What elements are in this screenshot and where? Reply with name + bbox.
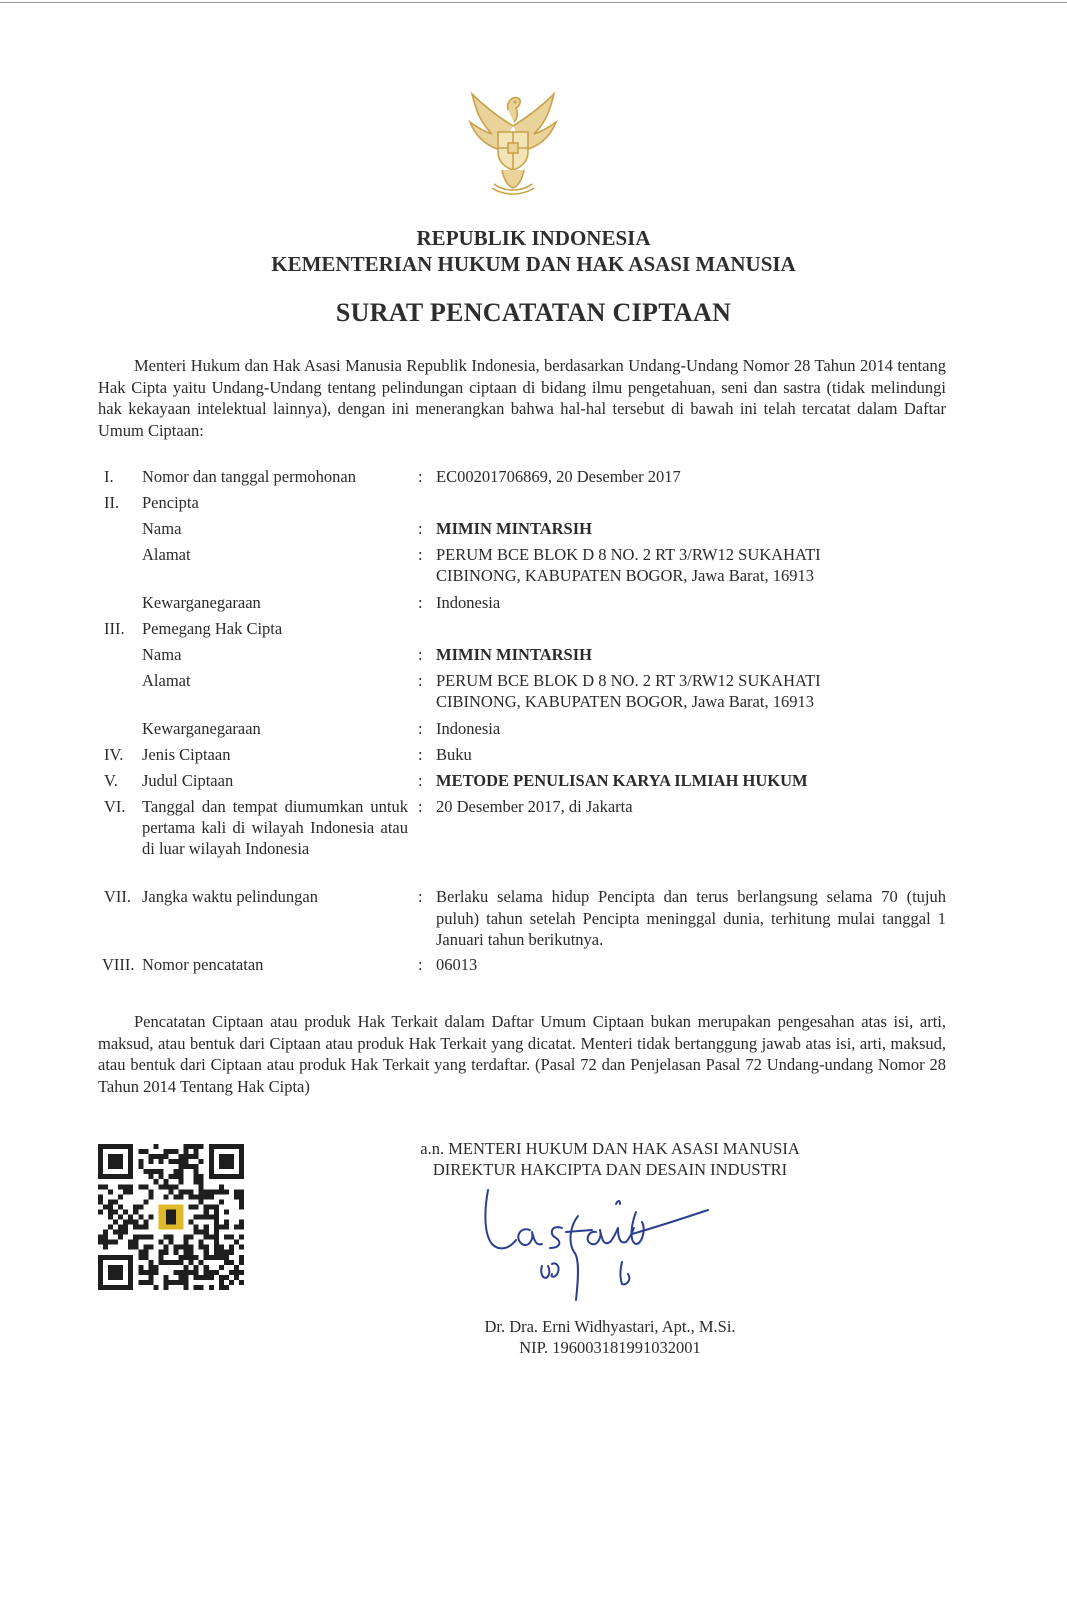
signatory-title	[370, 1138, 850, 1180]
entry-colon: :	[418, 671, 423, 690]
address-line-1: PERUM BCE BLOK D 8 NO. 2 RT 3/RW12 SUKAHATI	[436, 671, 821, 690]
entry-label: Kewarganegaraan	[142, 719, 261, 738]
garuda-emblem-icon	[462, 88, 564, 198]
entry-value	[436, 670, 946, 712]
entry-label: Nama	[142, 645, 182, 664]
intro-paragraph: Menteri Hukum dan Hak Asasi Manusia Republik Indonesia, berdasarkan Undang-Undang Nomor 28 Tahun 2014 tentang Hak Cipta yaitu Undang-Undang tentang pelindungan ciptaan di bidang ilmu pengetahuan, seni dan sastra (tidak melindungi hak kekayaan intelektual lainnya), dengan ini menerangkan bahwa hal-hal tersebut di bawah ini telah tercatat dalam Daftar Umum Ciptaan:	[98, 356, 946, 440]
entry-value: Buku	[436, 745, 472, 764]
entry-label: Jenis Ciptaan	[142, 745, 231, 764]
entry-colon: :	[418, 887, 423, 906]
entry-colon: :	[418, 797, 423, 816]
ministry-heading: KEMENTERIAN HUKUM DAN HAK ASASI MANUSIA	[271, 252, 796, 276]
entry-label: Tanggal dan tempat diumumkan untuk pertama kali di wilayah Indonesia atau di luar wilayah Indonesia	[142, 797, 408, 858]
entry-colon: :	[418, 545, 423, 564]
disclaimer-paragraph: Pencatatan Ciptaan atau produk Hak Terkait dalam Daftar Umum Ciptaan bukan merupakan pengesahan atas isi, arti, maksud, atau bentuk dari Ciptaan atau produk Hak Terkait yang dicatat. Menteri tidak bertanggung jawab atas isi, arti, maksud, atau bentuk dari Ciptaan atau produk Hak Terkait yang terdaftar. (Pasal 72 dan Penjelasan Pasal 72 Undang-undang Nomor 28 Tahun 2014 Tentang Hak Cipta)	[98, 1012, 946, 1096]
entry-label: Jangka waktu pelindungan	[142, 887, 318, 906]
address-line-1: PERUM BCE BLOK D 8 NO. 2 RT 3/RW12 SUKAHATI	[436, 545, 821, 564]
entry-colon: :	[418, 519, 423, 538]
signatory-identity	[370, 1316, 850, 1358]
entry-value	[436, 544, 946, 586]
signatory-name: Dr. Dra. Erni Widhyastari, Apt., M.Si.	[484, 1317, 736, 1336]
entry-value: Indonesia	[436, 593, 501, 612]
entry-number: I.	[104, 467, 114, 486]
entry-value: EC00201706869, 20 Desember 2017	[436, 467, 681, 486]
entry-label: Alamat	[142, 545, 191, 564]
entry-number: VI.	[104, 797, 126, 816]
entry-label: Alamat	[142, 671, 191, 690]
entry-colon: :	[418, 955, 423, 974]
entry-number: VII.	[104, 887, 132, 906]
address-line-2: CIBINONG, KABUPATEN BOGOR, Jawa Barat, 16913	[436, 692, 814, 711]
qr-code-icon	[98, 1144, 244, 1290]
document-title: SURAT PENCATATAN CIPTAAN	[335, 298, 732, 327]
entry-value: MIMIN MINTARSIH	[436, 519, 592, 538]
scan-edge-line	[0, 2, 1067, 3]
entry-number: V.	[104, 771, 118, 790]
entry-value: 06013	[436, 955, 478, 974]
position-line: DIREKTUR HAKCIPTA DAN DESAIN INDUSTRI	[432, 1160, 788, 1179]
entry-number: VIII.	[102, 955, 135, 974]
entry-value: METODE PENULISAN KARYA ILMIAH HUKUM	[436, 771, 808, 790]
entry-number: II.	[104, 493, 120, 512]
entry-colon: :	[418, 467, 423, 486]
entry-value: MIMIN MINTARSIH	[436, 645, 592, 664]
entry-number: IV.	[104, 745, 124, 764]
entry-label: Kewarganegaraan	[142, 593, 261, 612]
entry-colon: :	[418, 719, 423, 738]
entry-label: Pemegang Hak Cipta	[142, 619, 283, 638]
entry-colon: :	[418, 645, 423, 664]
entry-label: Nama	[142, 519, 182, 538]
entry-label: Judul Ciptaan	[142, 771, 234, 790]
signature-icon	[470, 1182, 740, 1307]
entry-label: Pencipta	[142, 493, 199, 512]
entry-colon: :	[418, 593, 423, 612]
entry-label: Nomor pencatatan	[142, 955, 264, 974]
entry-colon: :	[418, 745, 423, 764]
on-behalf-line: a.n. MENTERI HUKUM DAN HAK ASASI MANUSIA	[420, 1139, 800, 1158]
signatory-nip: NIP. 196003181991032001	[519, 1338, 701, 1357]
entry-value: 20 Desember 2017, di Jakarta	[436, 797, 633, 816]
entry-label: Nomor dan tanggal permohonan	[142, 467, 356, 486]
entry-value: Indonesia	[436, 719, 501, 738]
address-line-2: CIBINONG, KABUPATEN BOGOR, Jawa Barat, 16913	[436, 566, 814, 585]
entry-colon: :	[418, 771, 423, 790]
country-heading: REPUBLIK INDONESIA	[416, 226, 651, 250]
entry-value: Berlaku selama hidup Pencipta dan terus berlangsung selama 70 (tujuh puluh) tahun setelah Pencipta meninggal dunia, terhitung mulai tanggal 1 Januari tahun berikutnya.	[436, 887, 946, 949]
entry-number: III.	[104, 619, 125, 638]
